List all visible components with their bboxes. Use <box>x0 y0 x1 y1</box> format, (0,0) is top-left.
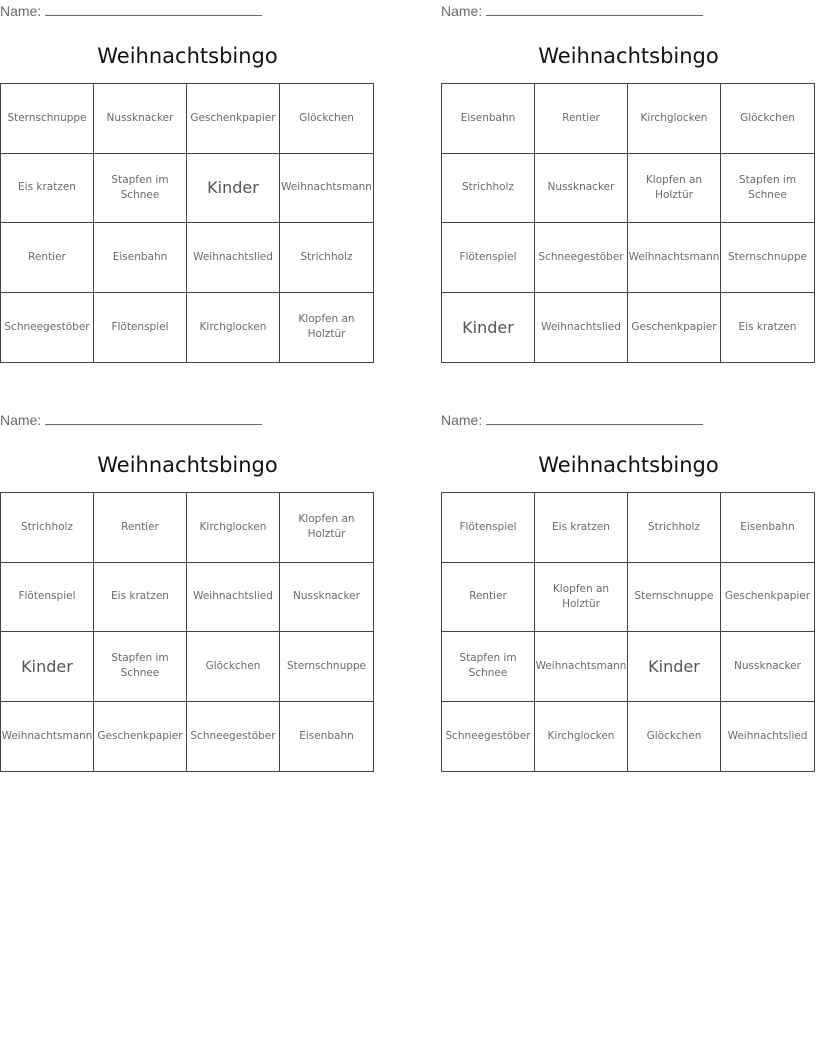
bingo-cell: Nussknacker <box>94 84 187 154</box>
bingo-cell: Sternschnuppe <box>280 632 373 702</box>
bingo-cell: Schneegestöber <box>442 702 535 772</box>
bingo-cell-free: Kinder <box>1 632 94 702</box>
bingo-cell: Schneegestöber <box>1 293 94 363</box>
bingo-cell: Geschenkpapier <box>187 84 280 154</box>
bingo-cell: Nussknacker <box>721 632 814 702</box>
bingo-cell: Strichholz <box>442 154 535 224</box>
bingo-cell: Flötenspiel <box>94 293 187 363</box>
bingo-cell: Klopfen an Holztür <box>535 563 628 633</box>
bingo-cell: Strichholz <box>1 493 94 563</box>
bingo-cell: Stapfen im Schnee <box>94 632 187 702</box>
name-underline[interactable] <box>486 411 703 425</box>
bingo-cell: Geschenkpapier <box>721 563 814 633</box>
bingo-cell: Kirchglocken <box>628 84 721 154</box>
name-label: Name: <box>0 3 42 19</box>
bingo-cell: Weihnachtslied <box>187 223 280 293</box>
card-title: Weihnachtsbingo <box>538 453 719 477</box>
name-label: Name: <box>0 412 42 428</box>
bingo-cell: Eis kratzen <box>1 154 94 224</box>
bingo-cell-free: Kinder <box>442 293 535 363</box>
bingo-cell: Flötenspiel <box>1 563 94 633</box>
bingo-grid <box>0 83 374 363</box>
bingo-cell: Geschenkpapier <box>628 293 721 363</box>
bingo-cell: Weihnachtslied <box>187 563 280 633</box>
bingo-grid <box>0 492 374 772</box>
bingo-cell: Nussknacker <box>535 154 628 224</box>
bingo-cell-free: Kinder <box>628 632 721 702</box>
bingo-cell: Stapfen im Schnee <box>442 632 535 702</box>
bingo-cell: Kirchglocken <box>187 493 280 563</box>
bingo-cell: Eis kratzen <box>94 563 187 633</box>
bingo-cell: Weihnachtsmann <box>535 632 628 702</box>
name-field[interactable] <box>441 411 703 428</box>
name-label: Name: <box>441 412 483 428</box>
bingo-cell: Klopfen an Holztür <box>298 313 355 341</box>
bingo-cell: Weihnachtslied <box>535 293 628 363</box>
bingo-cell: Sternschnuppe <box>628 563 721 633</box>
bingo-cell: Kirchglocken <box>535 702 628 772</box>
card-title: Weihnachtsbingo <box>538 44 719 68</box>
bingo-cell: Weihnachtsmann <box>280 154 373 224</box>
bingo-cell-free: Kinder <box>187 154 280 224</box>
bingo-cell: Strichholz <box>628 493 721 563</box>
name-underline[interactable] <box>45 411 262 425</box>
bingo-cell: Rentier <box>1 223 94 293</box>
name-field[interactable] <box>0 411 262 428</box>
bingo-cell: Klopfen an Holztür <box>628 154 721 224</box>
bingo-cell: Weihnachtslied <box>727 729 808 742</box>
bingo-cell: Flötenspiel <box>442 223 535 293</box>
bingo-cell: Eisenbahn <box>299 729 354 742</box>
bingo-cell: Rentier <box>535 84 628 154</box>
bingo-cell: Eisenbahn <box>442 84 535 154</box>
bingo-cell: Nussknacker <box>280 563 373 633</box>
name-underline[interactable] <box>45 2 262 16</box>
bingo-cell: Klopfen an Holztür <box>280 493 373 563</box>
bingo-grid <box>441 83 815 363</box>
bingo-cell: Glöckchen <box>628 702 721 772</box>
bingo-cell: Weihnachtsmann <box>628 223 721 293</box>
bingo-cell: Eisenbahn <box>94 223 187 293</box>
bingo-cell: Rentier <box>94 493 187 563</box>
name-label: Name: <box>441 3 483 19</box>
bingo-cell: Flötenspiel <box>442 493 535 563</box>
bingo-cell: Glöckchen <box>280 84 373 154</box>
bingo-cell: Eisenbahn <box>721 493 814 563</box>
bingo-cell: Kirchglocken <box>187 293 280 363</box>
bingo-cell: Eis kratzen <box>738 320 797 333</box>
bingo-cell: Rentier <box>442 563 535 633</box>
bingo-cell: Stapfen im Schnee <box>721 154 814 224</box>
bingo-cell: Schneegestöber <box>535 223 628 293</box>
name-field[interactable] <box>441 2 703 19</box>
bingo-cell: Stapfen im Schnee <box>94 154 187 224</box>
bingo-cell: Sternschnuppe <box>1 84 94 154</box>
bingo-cell: Strichholz <box>280 223 373 293</box>
card-title: Weihnachtsbingo <box>97 453 278 477</box>
bingo-cell: Sternschnuppe <box>721 223 814 293</box>
name-underline[interactable] <box>486 2 703 16</box>
bingo-cell: Geschenkpapier <box>94 702 187 772</box>
bingo-cell: Glöckchen <box>721 84 814 154</box>
name-field[interactable] <box>0 2 262 19</box>
bingo-grid <box>441 492 815 772</box>
bingo-cell: Eis kratzen <box>535 493 628 563</box>
bingo-cell: Glöckchen <box>187 632 280 702</box>
bingo-cell: Weihnachtsmann <box>1 702 94 772</box>
card-title: Weihnachtsbingo <box>97 44 278 68</box>
bingo-cell: Schneegestöber <box>187 702 280 772</box>
